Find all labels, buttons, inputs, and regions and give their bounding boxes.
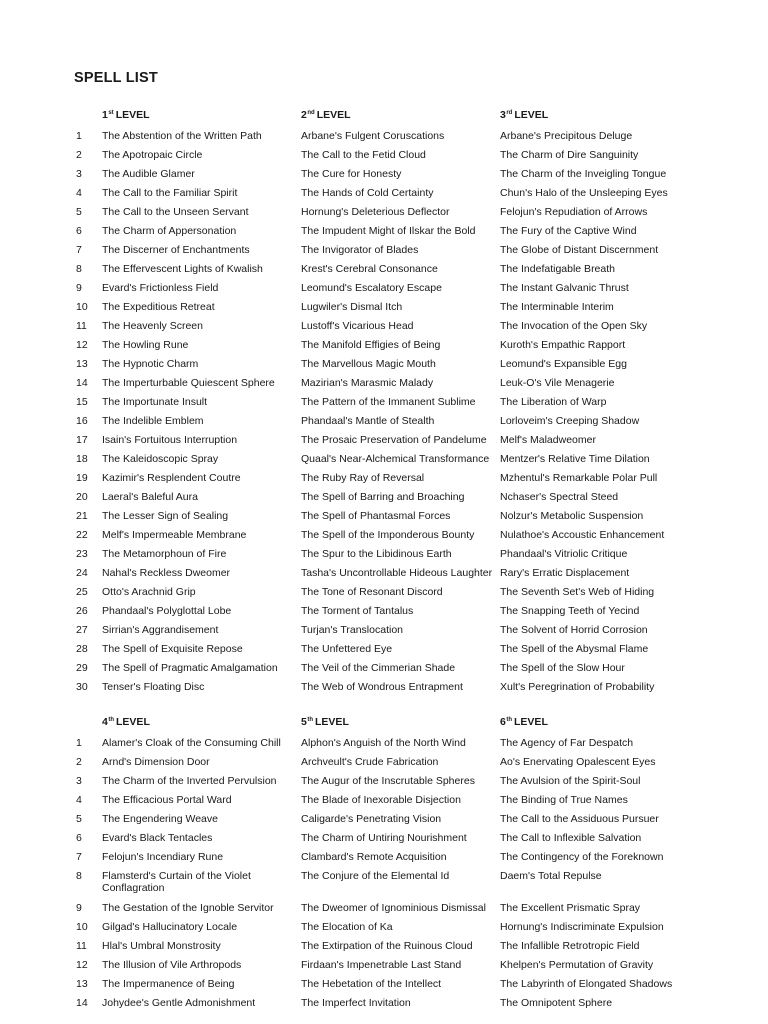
table-row: [0, 584, 768, 603]
row-number: 10: [76, 301, 88, 313]
spell-name: The Howling Rune: [102, 339, 189, 351]
spell-name: Arbane's Fulgent Coruscations: [301, 130, 445, 142]
spell-name: The Solvent of Horrid Corrosion: [500, 624, 648, 636]
spell-rows: [0, 128, 768, 698]
level-ordinal-suffix: th: [307, 716, 314, 723]
level-number: 4: [102, 716, 108, 728]
spell-name: The Avulsion of the Spirit-Soul: [500, 775, 641, 787]
row-number: 17: [76, 434, 88, 446]
spell-name: The Excellent Prismatic Spray: [500, 902, 641, 914]
spell-name: The Tone of Resonant Discord: [301, 586, 443, 598]
spell-name: The Veil of the Cimmerian Shade: [301, 662, 456, 674]
row-number: 11: [76, 320, 87, 332]
spell-name: The Liberation of Warp: [500, 396, 607, 408]
level-ordinal-suffix: th: [108, 716, 115, 723]
spell-name: The Invigorator of Blades: [301, 244, 419, 256]
spell-name: The Web of Wondrous Entrapment: [301, 681, 463, 693]
table-row: [0, 773, 768, 792]
spell-name: Quaal's Near-Alchemical Transformance: [301, 453, 490, 465]
spell-name: The Manifold Effigies of Being: [301, 339, 441, 351]
spell-name: The Invocation of the Open Sky: [500, 320, 648, 332]
row-number: 6: [76, 225, 82, 237]
spell-name: Archveult's Crude Fabrication: [301, 756, 439, 768]
table-row: [0, 204, 768, 223]
spell-name: Nahal's Reckless Dweomer: [102, 567, 231, 579]
row-number: 15: [76, 396, 88, 408]
spell-name: The Fury of the Captive Wind: [500, 225, 637, 237]
level-ordinal-suffix: th: [506, 716, 513, 723]
table-row: [0, 938, 768, 957]
table-row: [0, 830, 768, 849]
spell-name: Lugwiler's Dismal Itch: [301, 301, 403, 313]
table-row: [0, 451, 768, 470]
spell-name: The Call to the Fetid Cloud: [301, 149, 426, 161]
spell-name: Clambard's Remote Acquisition: [301, 851, 447, 863]
spell-name: The Instant Galvanic Thrust: [500, 282, 629, 294]
spell-name: The Effervescent Lights of Kwalish: [102, 263, 263, 275]
table-row: [0, 280, 768, 299]
spell-name: The Blade of Inexorable Disjection: [301, 794, 461, 806]
spell-name: The Audible Glamer: [102, 168, 195, 180]
spell-name: The Impermanence of Being: [102, 978, 235, 990]
spell-name: The Spur to the Libidinous Earth: [301, 548, 452, 560]
table-row: [0, 957, 768, 976]
spell-name: The Spell of the Slow Hour: [500, 662, 625, 674]
spell-name: Felojun's Repudiation of Arrows: [500, 206, 648, 218]
table-row: [0, 849, 768, 868]
level-header: [500, 109, 548, 121]
row-number: 18: [76, 453, 88, 465]
spell-name: Felojun's Incendiary Rune: [102, 851, 224, 863]
row-number: 3: [76, 775, 82, 787]
spell-name: Melf's Impermeable Membrane: [102, 529, 247, 541]
spell-name: Leomund's Escalatory Escape: [301, 282, 442, 294]
spell-name: Isain's Fortuitous Interruption: [102, 434, 238, 446]
table-row: [0, 565, 768, 584]
table-row: [0, 508, 768, 527]
table-row: [0, 995, 768, 1014]
row-number: 30: [76, 681, 88, 693]
table-row: [0, 299, 768, 318]
spell-name: The Hebetation of the Intellect: [301, 978, 442, 990]
spell-name: The Charm of Untiring Nourishment: [301, 832, 467, 844]
spell-name: The Ruby Ray of Reversal: [301, 472, 425, 484]
row-number: 10: [76, 921, 88, 933]
spell-name: Alamer's Cloak of the Consuming Chill: [102, 737, 281, 749]
row-number: 4: [76, 187, 82, 199]
level-header: [301, 716, 349, 728]
spell-name: Sirrian's Aggrandisement: [102, 624, 219, 636]
spell-name: The Dweomer of Ignominious Dismissal: [301, 902, 486, 914]
spell-name: The Imperfect Invitation: [301, 997, 411, 1009]
row-number: 2: [76, 756, 82, 768]
table-row: [0, 242, 768, 261]
spell-name: Gilgad's Hallucinatory Locale: [102, 921, 238, 933]
table-row: [0, 413, 768, 432]
row-number: 2: [76, 149, 82, 161]
spell-name: Johydee's Gentle Admonishment: [102, 997, 256, 1009]
spell-name: The Extirpation of the Ruinous Cloud: [301, 940, 473, 952]
spell-name: The Call to the Familiar Spirit: [102, 187, 238, 199]
level-number: 1: [102, 109, 108, 121]
row-number: 4: [76, 794, 82, 806]
spell-name: Leuk-O's Vile Menagerie: [500, 377, 615, 389]
table-row: [0, 919, 768, 938]
spell-name: The Apotropaic Circle: [102, 149, 203, 161]
table-row: [0, 394, 768, 413]
level-ordinal-suffix: st: [108, 109, 114, 116]
row-number: 1: [76, 130, 82, 142]
spell-name: The Indefatigable Breath: [500, 263, 615, 275]
spell-name: The Charm of the Inverted Pervulsion: [102, 775, 277, 787]
spell-name: Alphon's Anguish of the North Wind: [301, 737, 466, 749]
row-number: 3: [76, 168, 82, 180]
table-row: [0, 527, 768, 546]
row-number: 25: [76, 586, 88, 598]
spell-name: Flamsterd's Curtain of the Violet Conflagration: [102, 870, 251, 894]
spell-name: The Marvellous Magic Mouth: [301, 358, 436, 370]
spell-name: The Prosaic Preservation of Pandelume: [301, 434, 487, 446]
row-number: 12: [76, 339, 88, 351]
row-number: 8: [76, 263, 82, 275]
spell-rows: [0, 735, 768, 1014]
spell-name: The Discerner of Enchantments: [102, 244, 250, 256]
spell-name: Evard's Frictionless Field: [102, 282, 219, 294]
spell-name: Kazimir's Resplendent Coutre: [102, 472, 241, 484]
spell-name: The Conjure of the Elemental Id: [301, 870, 450, 882]
level-number: 5: [301, 716, 307, 728]
spell-name: The Spell of Barring and Broaching: [301, 491, 465, 503]
row-number: 27: [76, 624, 88, 636]
spell-name: The Interminable Interim: [500, 301, 614, 313]
page-title: SPELL LIST: [74, 70, 158, 86]
row-number: 28: [76, 643, 88, 655]
spell-name: The Spell of the Imponderous Bounty: [301, 529, 475, 541]
spell-name: Tasha's Uncontrollable Hideous Laughter: [301, 567, 493, 579]
spell-name: Phandaal's Vitriolic Critique: [500, 548, 628, 560]
spell-name: Lustoff's Vicarious Head: [301, 320, 414, 332]
spell-name: The Agency of Far Despatch: [500, 737, 634, 749]
row-number: 9: [76, 282, 82, 294]
spell-name: The Hands of Cold Certainty: [301, 187, 434, 199]
spell-name: The Contingency of the Foreknown: [500, 851, 664, 863]
spell-name: The Omnipotent Sphere: [500, 997, 613, 1009]
spell-name: Evard's Black Tentacles: [102, 832, 213, 844]
table-row: [0, 375, 768, 394]
spell-name: Caligarde's Penetrating Vision: [301, 813, 442, 825]
row-number: 22: [76, 529, 88, 541]
spell-name: Mentzer's Relative Time Dilation: [500, 453, 650, 465]
spell-name: Hlal's Umbral Monstrosity: [102, 940, 221, 952]
table-row: [0, 166, 768, 185]
table-row: [0, 185, 768, 204]
spell-name: Phandaal's Mantle of Stealth: [301, 415, 435, 427]
spell-name: Khelpen's Permutation of Gravity: [500, 959, 654, 971]
spell-name: The Spell of Exquisite Repose: [102, 643, 243, 655]
row-number: 13: [76, 358, 88, 370]
spell-name: The Spell of the Abysmal Flame: [500, 643, 649, 655]
row-number: 21: [76, 510, 88, 522]
spell-name: The Call to the Assiduous Pursuer: [500, 813, 659, 825]
spell-name: Nolzur's Metabolic Suspension: [500, 510, 644, 522]
table-row: [0, 811, 768, 830]
row-number: 14: [76, 997, 88, 1009]
spell-name: Ao's Enervating Opalescent Eyes: [500, 756, 656, 768]
spell-name: The Infallible Retrotropic Field: [500, 940, 640, 952]
row-number: 23: [76, 548, 88, 560]
table-row: [0, 261, 768, 280]
row-number: 7: [76, 244, 82, 256]
table-row: [0, 792, 768, 811]
spell-name: Leomund's Expansible Egg: [500, 358, 627, 370]
row-number: 19: [76, 472, 88, 484]
spell-name: Laeral's Baleful Aura: [102, 491, 198, 503]
spell-name: The Spell of Pragmatic Amalgamation: [102, 662, 278, 674]
spell-name: Rary's Erratic Displacement: [500, 567, 630, 579]
row-number: 6: [76, 832, 82, 844]
row-number: 12: [76, 959, 88, 971]
level-label: LEVEL: [514, 109, 549, 121]
spell-name: The Expeditious Retreat: [102, 301, 215, 313]
row-number: 16: [76, 415, 88, 427]
spell-name: Chun's Halo of the Unsleeping Eyes: [500, 187, 668, 199]
spell-name: The Engendering Weave: [102, 813, 218, 825]
level-number: 2: [301, 109, 307, 121]
row-number: 5: [76, 206, 82, 218]
row-number: 13: [76, 978, 88, 990]
level-header: [500, 716, 548, 728]
spell-name: The Kaleidoscopic Spray: [102, 453, 219, 465]
row-number: 1: [76, 737, 82, 749]
spell-name: The Labyrinth of Elongated Shadows: [500, 978, 673, 990]
spell-name: The Charm of Dire Sanguinity: [500, 149, 639, 161]
spell-name: The Heavenly Screen: [102, 320, 203, 332]
spell-name: The Imperturbable Quiescent Sphere: [102, 377, 275, 389]
level-header: [301, 109, 351, 121]
table-row: [0, 128, 768, 147]
row-number: 9: [76, 902, 82, 914]
level-ordinal-suffix: nd: [307, 109, 315, 116]
spell-name: Phandaal's Polyglottal Lobe: [102, 605, 232, 617]
spell-name: Melf's Maladweomer: [500, 434, 596, 446]
table-row: [0, 356, 768, 375]
spell-name: The Charm of the Inveigling Tongue: [500, 168, 667, 180]
level-ordinal-suffix: rd: [506, 109, 513, 116]
row-number: 26: [76, 605, 88, 617]
table-row: [0, 603, 768, 622]
spell-name: The Snapping Teeth of Yecind: [500, 605, 640, 617]
spell-name: The Call to Inflexible Salvation: [500, 832, 642, 844]
table-row: [0, 223, 768, 242]
spell-name: Lorloveim's Creeping Shadow: [500, 415, 640, 427]
table-row: [0, 754, 768, 773]
table-row: [0, 489, 768, 508]
table-row: [0, 622, 768, 641]
spell-name: The Seventh Set's Web of Hiding: [500, 586, 655, 598]
spell-name: The Abstention of the Written Path: [102, 130, 262, 142]
table-row: [0, 900, 768, 919]
spell-name: Turjan's Translocation: [301, 624, 403, 636]
spell-name: Firdaan's Impenetrable Last Stand: [301, 959, 462, 971]
row-number: 7: [76, 851, 82, 863]
row-number: 11: [76, 940, 87, 952]
spell-name: The Lesser Sign of Sealing: [102, 510, 229, 522]
spell-name: Nulathoe's Accoustic Enhancement: [500, 529, 665, 541]
table-row: [0, 546, 768, 565]
level-header: [102, 109, 150, 121]
row-number: 24: [76, 567, 88, 579]
level-header: [102, 716, 150, 728]
spell-name: Otto's Arachnid Grip: [102, 586, 196, 598]
spell-name: The Binding of True Names: [500, 794, 628, 806]
level-label: LEVEL: [315, 716, 349, 728]
spell-name: The Cure for Honesty: [301, 168, 402, 180]
spell-name: The Indelible Emblem: [102, 415, 204, 427]
table-row: [0, 318, 768, 337]
row-number: 8: [76, 870, 82, 882]
table-row: [0, 147, 768, 166]
spell-name: Mazirian's Marasmic Malady: [301, 377, 434, 389]
level-label: LEVEL: [514, 716, 548, 728]
spell-name: Mzhentul's Remarkable Polar Pull: [500, 472, 658, 484]
spell-name: Krest's Cerebral Consonance: [301, 263, 438, 275]
spell-name: Xult's Peregrination of Probability: [500, 681, 655, 693]
spell-name: The Globe of Distant Discernment: [500, 244, 659, 256]
spell-name: Kuroth's Empathic Rapport: [500, 339, 626, 351]
spell-name: The Augur of the Inscrutable Spheres: [301, 775, 475, 787]
table-row: [0, 660, 768, 679]
row-number: 14: [76, 377, 88, 389]
table-row: [0, 976, 768, 995]
spell-name: The Importunate Insult: [102, 396, 208, 408]
table-row: [0, 432, 768, 451]
level-label: LEVEL: [115, 109, 150, 121]
spell-name: The Impudent Might of Ilskar the Bold: [301, 225, 476, 237]
spell-name: Daem's Total Repulse: [500, 870, 602, 882]
spell-name: Tenser's Floating Disc: [102, 681, 205, 693]
spell-name: Hornung's Deleterious Deflector: [301, 206, 450, 218]
table-row: [0, 735, 768, 754]
level-label: LEVEL: [116, 716, 150, 728]
spell-name: Hornung's Indiscriminate Expulsion: [500, 921, 664, 933]
spell-name: The Illusion of Vile Arthropods: [102, 959, 242, 971]
spell-name: The Gestation of the Ignoble Servitor: [102, 902, 274, 914]
spell-name: The Charm of Appersonation: [102, 225, 237, 237]
spell-name: Arnd's Dimension Door: [102, 756, 210, 768]
table-row: [0, 641, 768, 660]
table-row: [0, 868, 768, 900]
table-row: [0, 679, 768, 698]
table-row: [0, 337, 768, 356]
spell-name: The Elocation of Ka: [301, 921, 393, 933]
spell-name: The Unfettered Eye: [301, 643, 393, 655]
spell-name: The Metamorphoun of Fire: [102, 548, 227, 560]
spell-name: The Pattern of the Immanent Sublime: [301, 396, 476, 408]
spell-name: The Efficacious Portal Ward: [102, 794, 232, 806]
row-number: 5: [76, 813, 82, 825]
spell-name: The Call to the Unseen Servant: [102, 206, 249, 218]
spell-name: Nchaser's Spectral Steed: [500, 491, 619, 503]
spell-name: The Hypnotic Charm: [102, 358, 199, 370]
table-row: [0, 470, 768, 489]
level-label: LEVEL: [316, 109, 351, 121]
level-number: 6: [500, 716, 506, 728]
spell-name: Arbane's Precipitous Deluge: [500, 130, 633, 142]
spell-name: The Spell of Phantasmal Forces: [301, 510, 451, 522]
spell-name: The Torment of Tantalus: [301, 605, 414, 617]
level-number: 3: [500, 109, 506, 121]
row-number: 29: [76, 662, 88, 674]
row-number: 20: [76, 491, 88, 503]
